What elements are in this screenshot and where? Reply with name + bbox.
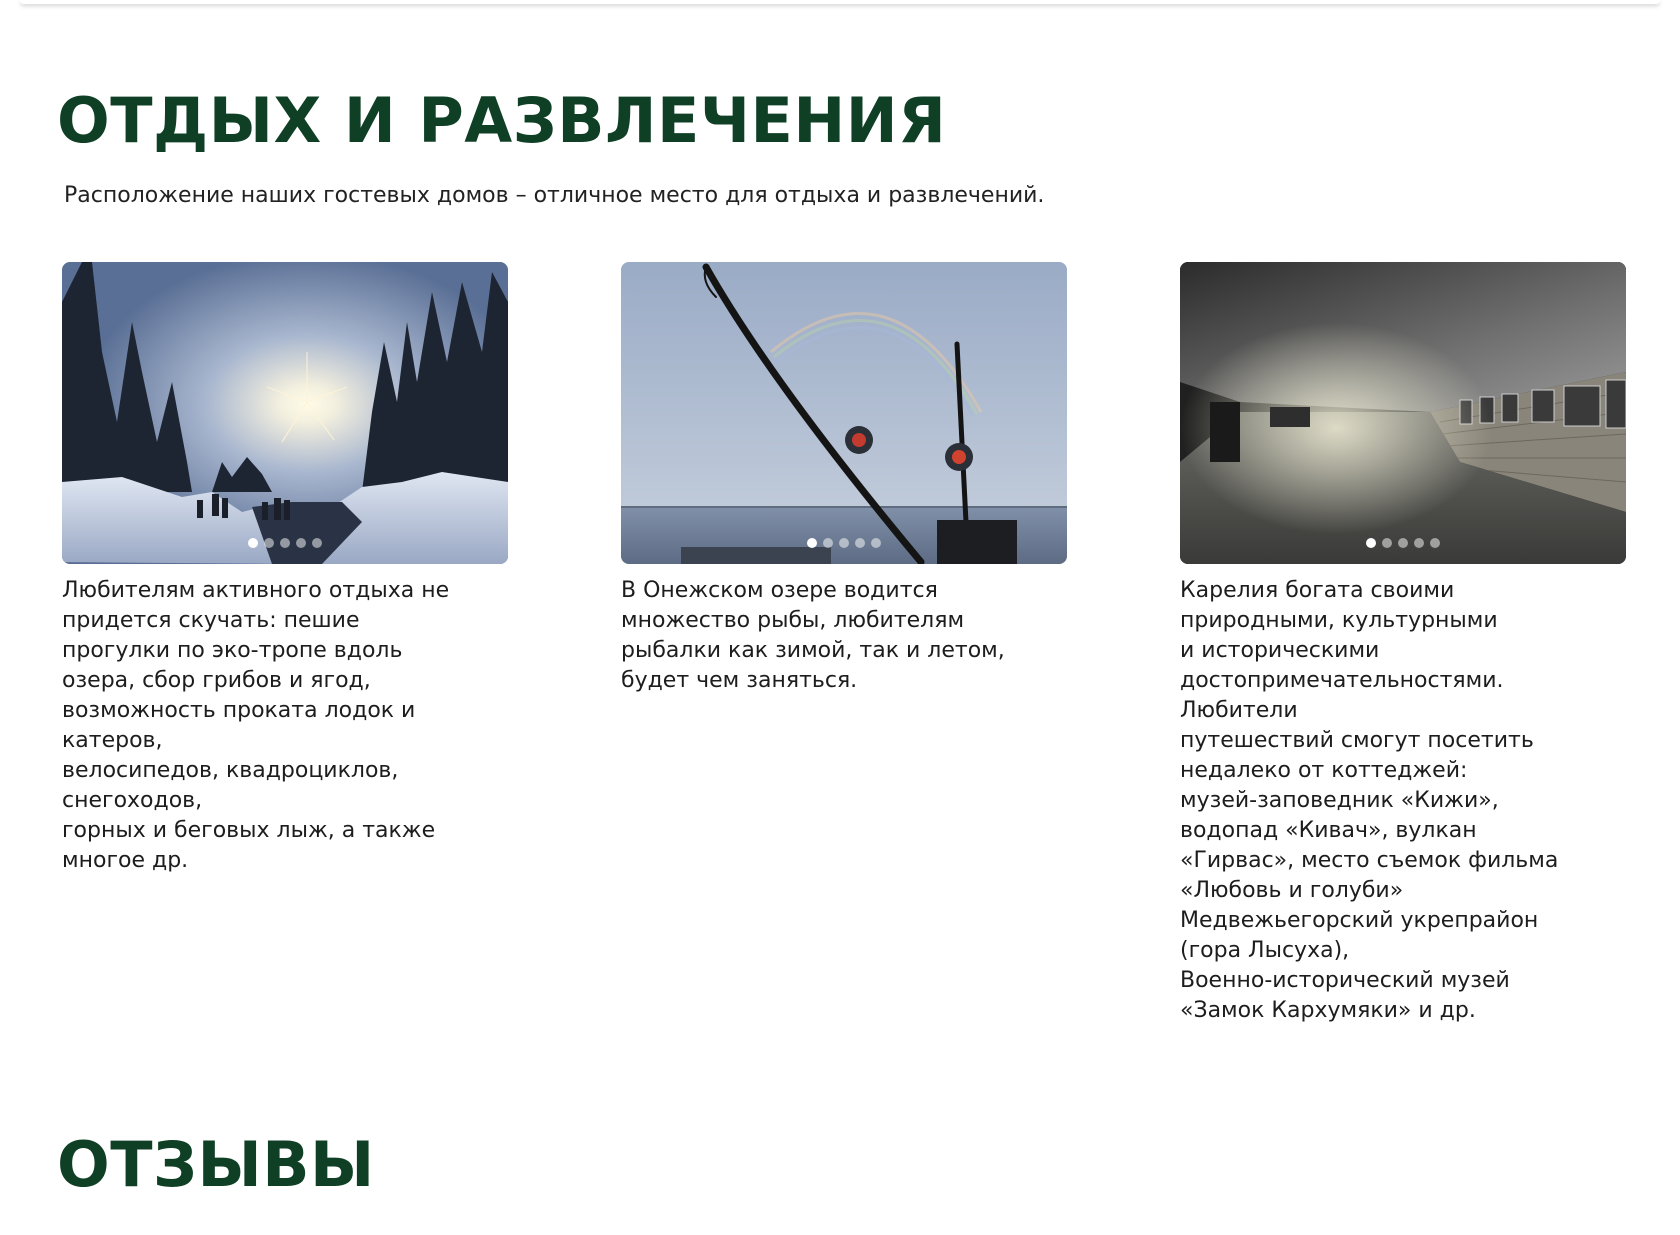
carousel-dots [621,538,1067,548]
card-description: Карелия богата своими природными, культурными и историческими достопримечательностями. Любители путешествий смогут посетить недалеко от коттеджей: музей-заповедник «Кижи», водопад «Кивач», вулкан «Гирвас», место съемок фильма «Любовь и голуби» Медвежьегорский укрепрайон (гора Лысуха), Военно-исторический музей «Замок Кархумяки» и др. [1180,578,1559,1023]
card-image-carousel[interactable] [1180,262,1626,564]
carousel-dots [1180,538,1626,548]
carousel-dot[interactable] [807,538,817,548]
carousel-dots [62,538,508,548]
carousel-dot[interactable] [839,538,849,548]
carousel-dot[interactable] [823,538,833,548]
carousel-dot[interactable] [1414,538,1424,548]
carousel-dot[interactable] [1430,538,1440,548]
underground-bunker-photo [1180,262,1626,564]
card-image-carousel[interactable] [62,262,508,564]
carousel-dot[interactable] [1382,538,1392,548]
card-active-rest [62,262,508,876]
carousel-dot[interactable] [1366,538,1376,548]
carousel-dot[interactable] [248,538,258,548]
card-attractions [1180,262,1626,1026]
card-description: В Онежском озере водится множество рыбы, любителям рыбалки как зимой, так и летом, будет чем заняться. [621,578,1005,693]
carousel-dot[interactable] [312,538,322,548]
carousel-dot[interactable] [871,538,881,548]
top-bar [20,0,1660,4]
carousel-dot[interactable] [296,538,306,548]
reviews-title: ОТЗЫВЫ [57,1128,375,1201]
card-fishing [621,262,1067,696]
carousel-dot[interactable] [264,538,274,548]
carousel-dot[interactable] [280,538,290,548]
fishing-rods-lake-photo [621,262,1067,564]
section-subtitle: Расположение наших гостевых домов – отличное место для отдыха и развлечений. [64,183,1045,208]
winter-forest-sunset-photo [62,262,508,564]
carousel-dot[interactable] [855,538,865,548]
card-image-carousel[interactable] [621,262,1067,564]
section-title: ОТДЫХ И РАЗВЛЕЧЕНИЯ [57,84,947,157]
card-description: Любителям активного отдыха не придется скучать: пешие прогулки по эко-тропе вдоль озера, сбор грибов и ягод, возможность проката лодок и катеров, велосипедов, квадроциклов, снегоходов, горных и беговых лыж, а также многое др. [62,578,450,873]
carousel-dot[interactable] [1398,538,1408,548]
